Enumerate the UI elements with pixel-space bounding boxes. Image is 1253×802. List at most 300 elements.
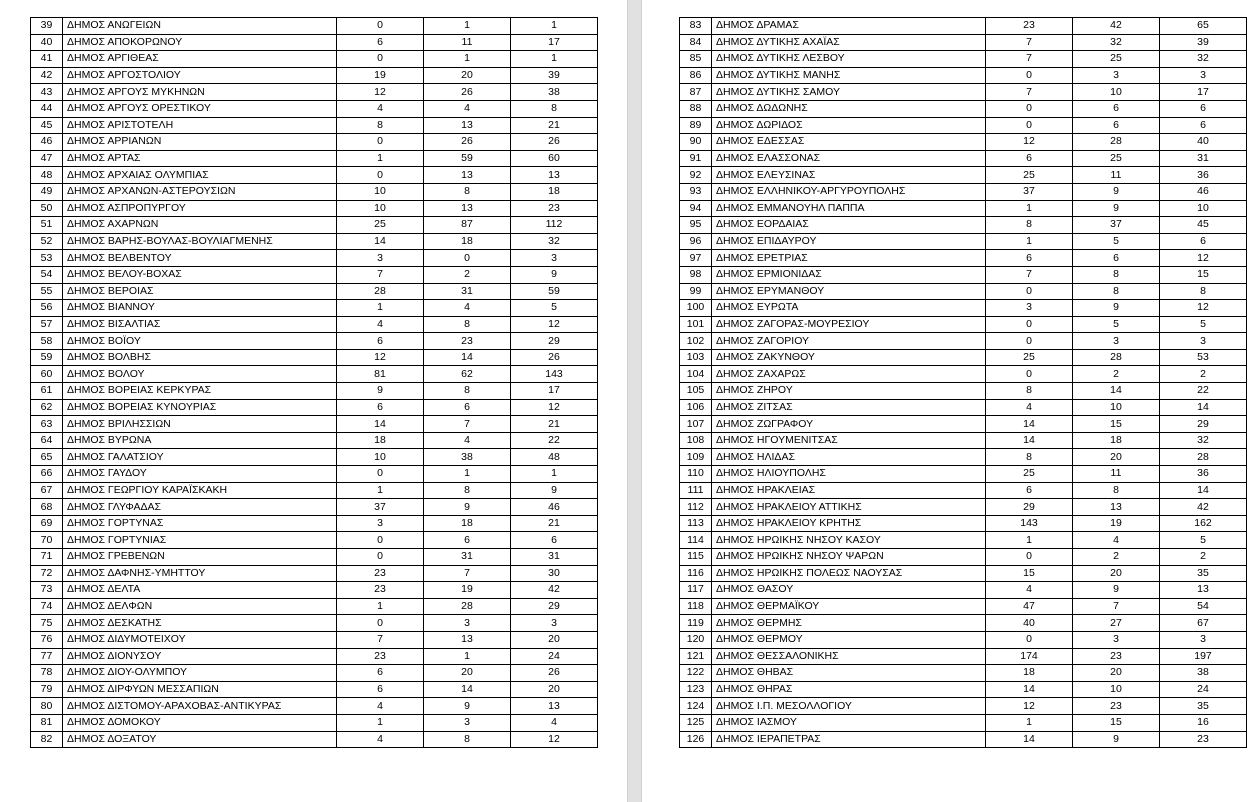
value-1-cell: 1 (337, 300, 424, 317)
municipality-name-cell: ΔΗΜΟΣ ΙΕΡΑΠΕΤΡΑΣ (712, 731, 986, 748)
municipality-name-cell: ΔΗΜΟΣ ΘΕΡΜΟΥ (712, 631, 986, 648)
municipality-name-cell: ΔΗΜΟΣ ΑΝΩΓΕΙΩΝ (63, 18, 337, 35)
table-row (31, 100, 598, 117)
total-cell: 21 (511, 117, 598, 134)
value-2-cell: 25 (1073, 150, 1160, 167)
total-cell: 18 (511, 183, 598, 200)
value-1-cell: 6 (337, 681, 424, 698)
total-cell: 38 (511, 84, 598, 101)
row-number-cell: 48 (31, 167, 63, 184)
row-number-cell: 110 (680, 466, 712, 483)
value-1-cell: 7 (986, 34, 1073, 51)
value-1-cell: 23 (337, 648, 424, 665)
municipality-name-cell: ΔΗΜΟΣ ΔΩΔΩΝΗΣ (712, 100, 986, 117)
value-1-cell: 14 (986, 681, 1073, 698)
value-2-cell: 20 (424, 665, 511, 682)
total-cell: 14 (1160, 482, 1247, 499)
row-number-cell: 71 (31, 549, 63, 566)
total-cell: 12 (1160, 300, 1247, 317)
value-2-cell: 7 (424, 565, 511, 582)
value-1-cell: 0 (337, 615, 424, 632)
total-cell: 2 (1160, 366, 1247, 383)
total-cell: 9 (511, 266, 598, 283)
value-2-cell: 9 (1073, 200, 1160, 217)
row-number-cell: 114 (680, 532, 712, 549)
municipality-table-right (679, 17, 1247, 748)
total-cell: 143 (511, 366, 598, 383)
row-number-cell: 109 (680, 449, 712, 466)
row-number-cell: 104 (680, 366, 712, 383)
total-cell: 35 (1160, 698, 1247, 715)
row-number-cell: 78 (31, 665, 63, 682)
municipality-name-cell: ΔΗΜΟΣ ΑΡΓΙΘΕΑΣ (63, 51, 337, 68)
value-2-cell: 9 (1073, 183, 1160, 200)
municipality-name-cell: ΔΗΜΟΣ ΔΟΞΑΤΟΥ (63, 731, 337, 748)
value-1-cell: 12 (337, 84, 424, 101)
value-2-cell: 23 (1073, 698, 1160, 715)
municipality-name-cell: ΔΗΜΟΣ ΔΩΡΙΔΟΣ (712, 117, 986, 134)
total-cell: 28 (1160, 449, 1247, 466)
total-cell: 5 (1160, 316, 1247, 333)
municipality-name-cell: ΔΗΜΟΣ ΔΥΤΙΚΗΣ ΜΑΝΗΣ (712, 67, 986, 84)
total-cell: 17 (1160, 84, 1247, 101)
value-2-cell: 14 (424, 681, 511, 698)
municipality-name-cell: ΔΗΜΟΣ ΒΟΛΒΗΣ (63, 349, 337, 366)
total-cell: 13 (1160, 582, 1247, 599)
municipality-name-cell: ΔΗΜΟΣ ΖΑΚΥΝΘΟΥ (712, 349, 986, 366)
total-cell: 32 (1160, 51, 1247, 68)
value-2-cell: 8 (424, 731, 511, 748)
municipality-name-cell: ΔΗΜΟΣ ΗΡΑΚΛΕΙΟΥ ΚΡΗΤΗΣ (712, 515, 986, 532)
value-2-cell: 32 (1073, 34, 1160, 51)
row-number-cell: 57 (31, 316, 63, 333)
total-cell: 3 (511, 250, 598, 267)
municipality-name-cell: ΔΗΜΟΣ ΘΗΒΑΣ (712, 665, 986, 682)
table-row (680, 399, 1247, 416)
value-2-cell: 1 (424, 18, 511, 35)
total-cell: 53 (1160, 349, 1247, 366)
total-cell: 1 (511, 51, 598, 68)
value-2-cell: 19 (1073, 515, 1160, 532)
row-number-cell: 124 (680, 698, 712, 715)
municipality-name-cell: ΔΗΜΟΣ ΑΠΟΚΟΡΩΝΟΥ (63, 34, 337, 51)
table-row (680, 183, 1247, 200)
value-2-cell: 4 (424, 100, 511, 117)
value-2-cell: 23 (424, 333, 511, 350)
table-row (31, 233, 598, 250)
value-2-cell: 62 (424, 366, 511, 383)
municipality-name-cell: ΔΗΜΟΣ ΔΙΔΥΜΟΤΕΙΧΟΥ (63, 631, 337, 648)
value-1-cell: 6 (337, 34, 424, 51)
total-cell: 54 (1160, 598, 1247, 615)
table-row (680, 449, 1247, 466)
total-cell: 10 (1160, 200, 1247, 217)
table-row (680, 100, 1247, 117)
value-2-cell: 1 (424, 466, 511, 483)
table-row (31, 366, 598, 383)
total-cell: 26 (511, 349, 598, 366)
row-number-cell: 44 (31, 100, 63, 117)
municipality-name-cell: ΔΗΜΟΣ Ι.Π. ΜΕΣΟΛΛΟΓΙΟΥ (712, 698, 986, 715)
value-2-cell: 6 (424, 399, 511, 416)
row-number-cell: 79 (31, 681, 63, 698)
municipality-name-cell: ΔΗΜΟΣ ΘΗΡΑΣ (712, 681, 986, 698)
value-1-cell: 7 (986, 84, 1073, 101)
value-2-cell: 9 (424, 698, 511, 715)
total-cell: 22 (1160, 383, 1247, 400)
table-row (680, 117, 1247, 134)
value-1-cell: 0 (986, 631, 1073, 648)
value-2-cell: 18 (424, 515, 511, 532)
value-1-cell: 14 (337, 416, 424, 433)
row-number-cell: 122 (680, 665, 712, 682)
row-number-cell: 58 (31, 333, 63, 350)
total-cell: 5 (511, 300, 598, 317)
value-1-cell: 8 (986, 383, 1073, 400)
table-row (31, 34, 598, 51)
total-cell: 32 (511, 233, 598, 250)
row-number-cell: 93 (680, 183, 712, 200)
total-cell: 5 (1160, 532, 1247, 549)
total-cell: 42 (1160, 499, 1247, 516)
municipality-name-cell: ΔΗΜΟΣ ΘΑΣΟΥ (712, 582, 986, 599)
table-row (31, 532, 598, 549)
table-row (31, 51, 598, 68)
municipality-name-cell: ΔΗΜΟΣ ΖΩΓΡΑΦΟΥ (712, 416, 986, 433)
total-cell: 9 (511, 482, 598, 499)
table-row (680, 499, 1247, 516)
total-cell: 46 (511, 499, 598, 516)
table-row (31, 283, 598, 300)
total-cell: 65 (1160, 18, 1247, 35)
row-number-cell: 49 (31, 183, 63, 200)
value-2-cell: 6 (1073, 100, 1160, 117)
table-row (31, 598, 598, 615)
row-number-cell: 99 (680, 283, 712, 300)
table-row (31, 84, 598, 101)
row-number-cell: 107 (680, 416, 712, 433)
row-number-cell: 90 (680, 134, 712, 151)
row-number-cell: 89 (680, 117, 712, 134)
table-row (680, 300, 1247, 317)
total-cell: 8 (511, 100, 598, 117)
total-cell: 21 (511, 515, 598, 532)
total-cell: 1 (511, 466, 598, 483)
row-number-cell: 108 (680, 432, 712, 449)
value-1-cell: 7 (337, 266, 424, 283)
municipality-name-cell: ΔΗΜΟΣ ΔΙΡΦΥΩΝ ΜΕΣΣΑΠΙΩΝ (63, 681, 337, 698)
table-row (680, 233, 1247, 250)
value-2-cell: 11 (1073, 466, 1160, 483)
total-cell: 14 (1160, 399, 1247, 416)
table-row (31, 399, 598, 416)
value-2-cell: 20 (1073, 665, 1160, 682)
value-2-cell: 20 (1073, 565, 1160, 582)
total-cell: 38 (1160, 665, 1247, 682)
row-number-cell: 45 (31, 117, 63, 134)
total-cell: 40 (1160, 134, 1247, 151)
row-number-cell: 86 (680, 67, 712, 84)
municipality-name-cell: ΔΗΜΟΣ ΒΥΡΩΝΑ (63, 432, 337, 449)
table-row (680, 84, 1247, 101)
row-number-cell: 59 (31, 349, 63, 366)
municipality-name-cell: ΔΗΜΟΣ ΔΙΟΝΥΣΟΥ (63, 648, 337, 665)
total-cell: 26 (511, 665, 598, 682)
value-1-cell: 25 (986, 349, 1073, 366)
table-row (31, 665, 598, 682)
row-number-cell: 84 (680, 34, 712, 51)
total-cell: 6 (511, 532, 598, 549)
row-number-cell: 61 (31, 383, 63, 400)
table-row (680, 200, 1247, 217)
total-cell: 4 (511, 714, 598, 731)
total-cell: 21 (511, 416, 598, 433)
value-1-cell: 28 (337, 283, 424, 300)
value-1-cell: 6 (337, 399, 424, 416)
value-1-cell: 23 (337, 565, 424, 582)
municipality-name-cell: ΔΗΜΟΣ ΗΡΑΚΛΕΙΟΥ ΑΤΤΙΚΗΣ (712, 499, 986, 516)
row-number-cell: 123 (680, 681, 712, 698)
table-row (31, 250, 598, 267)
value-2-cell: 10 (1073, 681, 1160, 698)
value-2-cell: 8 (1073, 482, 1160, 499)
value-1-cell: 3 (337, 250, 424, 267)
value-2-cell: 9 (424, 499, 511, 516)
total-cell: 20 (511, 681, 598, 698)
municipality-name-cell: ΔΗΜΟΣ ΓΟΡΤΥΝΙΑΣ (63, 532, 337, 549)
table-row (31, 582, 598, 599)
value-2-cell: 31 (424, 549, 511, 566)
value-2-cell: 25 (1073, 51, 1160, 68)
table-row (31, 383, 598, 400)
value-2-cell: 1 (424, 51, 511, 68)
row-number-cell: 74 (31, 598, 63, 615)
total-cell: 67 (1160, 615, 1247, 632)
row-number-cell: 96 (680, 233, 712, 250)
value-1-cell: 7 (986, 51, 1073, 68)
value-2-cell: 15 (1073, 416, 1160, 433)
row-number-cell: 52 (31, 233, 63, 250)
total-cell: 39 (1160, 34, 1247, 51)
table-row (680, 714, 1247, 731)
municipality-name-cell: ΔΗΜΟΣ ΒΟΛΟΥ (63, 366, 337, 383)
row-number-cell: 98 (680, 266, 712, 283)
municipality-name-cell: ΔΗΜΟΣ ΔΥΤΙΚΗΣ ΑΧΑΪΑΣ (712, 34, 986, 51)
value-2-cell: 9 (1073, 731, 1160, 748)
table-row (680, 582, 1247, 599)
municipality-name-cell: ΔΗΜΟΣ ΑΡΤΑΣ (63, 150, 337, 167)
row-number-cell: 111 (680, 482, 712, 499)
total-cell: 162 (1160, 515, 1247, 532)
value-1-cell: 8 (986, 449, 1073, 466)
municipality-name-cell: ΔΗΜΟΣ ΘΕΡΜΑΪΚΟΥ (712, 598, 986, 615)
municipality-name-cell: ΔΗΜΟΣ ΕΡΥΜΑΝΘΟΥ (712, 283, 986, 300)
table-row (680, 366, 1247, 383)
value-1-cell: 10 (337, 200, 424, 217)
value-2-cell: 5 (1073, 316, 1160, 333)
table-row (680, 333, 1247, 350)
value-1-cell: 81 (337, 366, 424, 383)
municipality-name-cell: ΔΗΜΟΣ ΖΑΓΟΡΙΟΥ (712, 333, 986, 350)
value-1-cell: 37 (986, 183, 1073, 200)
value-1-cell: 1 (337, 714, 424, 731)
table-row (680, 466, 1247, 483)
total-cell: 23 (511, 200, 598, 217)
table-row (31, 333, 598, 350)
table-row (680, 217, 1247, 234)
value-2-cell: 2 (1073, 549, 1160, 566)
row-number-cell: 100 (680, 300, 712, 317)
value-1-cell: 0 (986, 316, 1073, 333)
total-cell: 24 (511, 648, 598, 665)
value-2-cell: 31 (424, 283, 511, 300)
value-1-cell: 23 (986, 18, 1073, 35)
value-2-cell: 7 (424, 416, 511, 433)
total-cell: 3 (1160, 333, 1247, 350)
value-1-cell: 0 (337, 532, 424, 549)
row-number-cell: 82 (31, 731, 63, 748)
row-number-cell: 56 (31, 300, 63, 317)
municipality-name-cell: ΔΗΜΟΣ ΕΠΙΔΑΥΡΟΥ (712, 233, 986, 250)
value-1-cell: 1 (986, 532, 1073, 549)
table-row (31, 183, 598, 200)
value-2-cell: 38 (424, 449, 511, 466)
total-cell: 35 (1160, 565, 1247, 582)
total-cell: 24 (1160, 681, 1247, 698)
value-2-cell: 11 (424, 34, 511, 51)
value-2-cell: 37 (1073, 217, 1160, 234)
total-cell: 16 (1160, 714, 1247, 731)
total-cell: 6 (1160, 100, 1247, 117)
value-2-cell: 6 (1073, 117, 1160, 134)
value-1-cell: 3 (337, 515, 424, 532)
total-cell: 2 (1160, 549, 1247, 566)
row-number-cell: 94 (680, 200, 712, 217)
total-cell: 1 (511, 18, 598, 35)
table-row (680, 731, 1247, 748)
table-row (680, 34, 1247, 51)
total-cell: 112 (511, 217, 598, 234)
value-2-cell: 3 (424, 714, 511, 731)
total-cell: 12 (511, 316, 598, 333)
row-number-cell: 92 (680, 167, 712, 184)
municipality-name-cell: ΔΗΜΟΣ ΒΟΪΟΥ (63, 333, 337, 350)
table-row (31, 134, 598, 151)
table-body (31, 18, 598, 748)
municipality-name-cell: ΔΗΜΟΣ ΒΙΑΝΝΟΥ (63, 300, 337, 317)
municipality-name-cell: ΔΗΜΟΣ ΒΕΛΒΕΝΤΟΥ (63, 250, 337, 267)
total-cell: 8 (1160, 283, 1247, 300)
value-1-cell: 1 (986, 233, 1073, 250)
total-cell: 26 (511, 134, 598, 151)
value-2-cell: 20 (1073, 449, 1160, 466)
total-cell: 31 (1160, 150, 1247, 167)
total-cell: 39 (511, 67, 598, 84)
table-row (680, 349, 1247, 366)
row-number-cell: 68 (31, 499, 63, 516)
municipality-name-cell: ΔΗΜΟΣ ΓΡΕΒΕΝΩΝ (63, 549, 337, 566)
total-cell: 13 (511, 698, 598, 715)
table-row (680, 416, 1247, 433)
municipality-name-cell: ΔΗΜΟΣ ΒΙΣΑΛΤΙΑΣ (63, 316, 337, 333)
value-1-cell: 0 (986, 67, 1073, 84)
value-2-cell: 28 (1073, 349, 1160, 366)
municipality-name-cell: ΔΗΜΟΣ ΔΥΤΙΚΗΣ ΣΑΜΟΥ (712, 84, 986, 101)
row-number-cell: 76 (31, 631, 63, 648)
value-1-cell: 1 (337, 482, 424, 499)
row-number-cell: 55 (31, 283, 63, 300)
row-number-cell: 41 (31, 51, 63, 68)
table-row (31, 349, 598, 366)
value-2-cell: 15 (1073, 714, 1160, 731)
table-row (680, 283, 1247, 300)
value-2-cell: 10 (1073, 399, 1160, 416)
table-row (680, 565, 1247, 582)
table-row (680, 532, 1247, 549)
value-1-cell: 9 (337, 383, 424, 400)
value-2-cell: 6 (1073, 250, 1160, 267)
value-1-cell: 14 (986, 731, 1073, 748)
municipality-name-cell: ΔΗΜΟΣ ΑΡΧΑΝΩΝ-ΑΣΤΕΡΟΥΣΙΩΝ (63, 183, 337, 200)
value-2-cell: 28 (424, 598, 511, 615)
table-row (680, 150, 1247, 167)
table-row (31, 482, 598, 499)
table-row (680, 615, 1247, 632)
total-cell: 12 (511, 399, 598, 416)
table-row (680, 316, 1247, 333)
municipality-name-cell: ΔΗΜΟΣ ΘΕΣΣΑΛΟΝΙΚΗΣ (712, 648, 986, 665)
value-2-cell: 26 (424, 84, 511, 101)
municipality-name-cell: ΔΗΜΟΣ ΖΗΡΟΥ (712, 383, 986, 400)
row-number-cell: 70 (31, 532, 63, 549)
total-cell: 29 (511, 333, 598, 350)
value-1-cell: 3 (986, 300, 1073, 317)
table-row (31, 449, 598, 466)
total-cell: 20 (511, 631, 598, 648)
value-2-cell: 5 (1073, 233, 1160, 250)
total-cell: 36 (1160, 167, 1247, 184)
table-row (31, 217, 598, 234)
municipality-name-cell: ΔΗΜΟΣ ΖΑΧΑΡΩΣ (712, 366, 986, 383)
total-cell: 3 (1160, 67, 1247, 84)
value-2-cell: 59 (424, 150, 511, 167)
value-2-cell: 0 (424, 250, 511, 267)
table-row (31, 714, 598, 731)
value-1-cell: 6 (986, 482, 1073, 499)
row-number-cell: 47 (31, 150, 63, 167)
value-1-cell: 0 (337, 549, 424, 566)
value-2-cell: 20 (424, 67, 511, 84)
table-row (680, 598, 1247, 615)
municipality-name-cell: ΔΗΜΟΣ ΕΔΕΣΣΑΣ (712, 134, 986, 151)
value-1-cell: 4 (986, 399, 1073, 416)
total-cell: 46 (1160, 183, 1247, 200)
municipality-name-cell: ΔΗΜΟΣ ΕΡΜΙΟΝΙΔΑΣ (712, 266, 986, 283)
table-row (31, 18, 598, 35)
value-2-cell: 11 (1073, 167, 1160, 184)
value-2-cell: 2 (424, 266, 511, 283)
table-row (680, 549, 1247, 566)
total-cell: 31 (511, 549, 598, 566)
row-number-cell: 54 (31, 266, 63, 283)
row-number-cell: 97 (680, 250, 712, 267)
table-row (31, 200, 598, 217)
municipality-name-cell: ΔΗΜΟΣ ΕΡΕΤΡΙΑΣ (712, 250, 986, 267)
value-1-cell: 0 (986, 366, 1073, 383)
total-cell: 48 (511, 449, 598, 466)
document-page-right (642, 0, 1253, 802)
value-1-cell: 47 (986, 598, 1073, 615)
